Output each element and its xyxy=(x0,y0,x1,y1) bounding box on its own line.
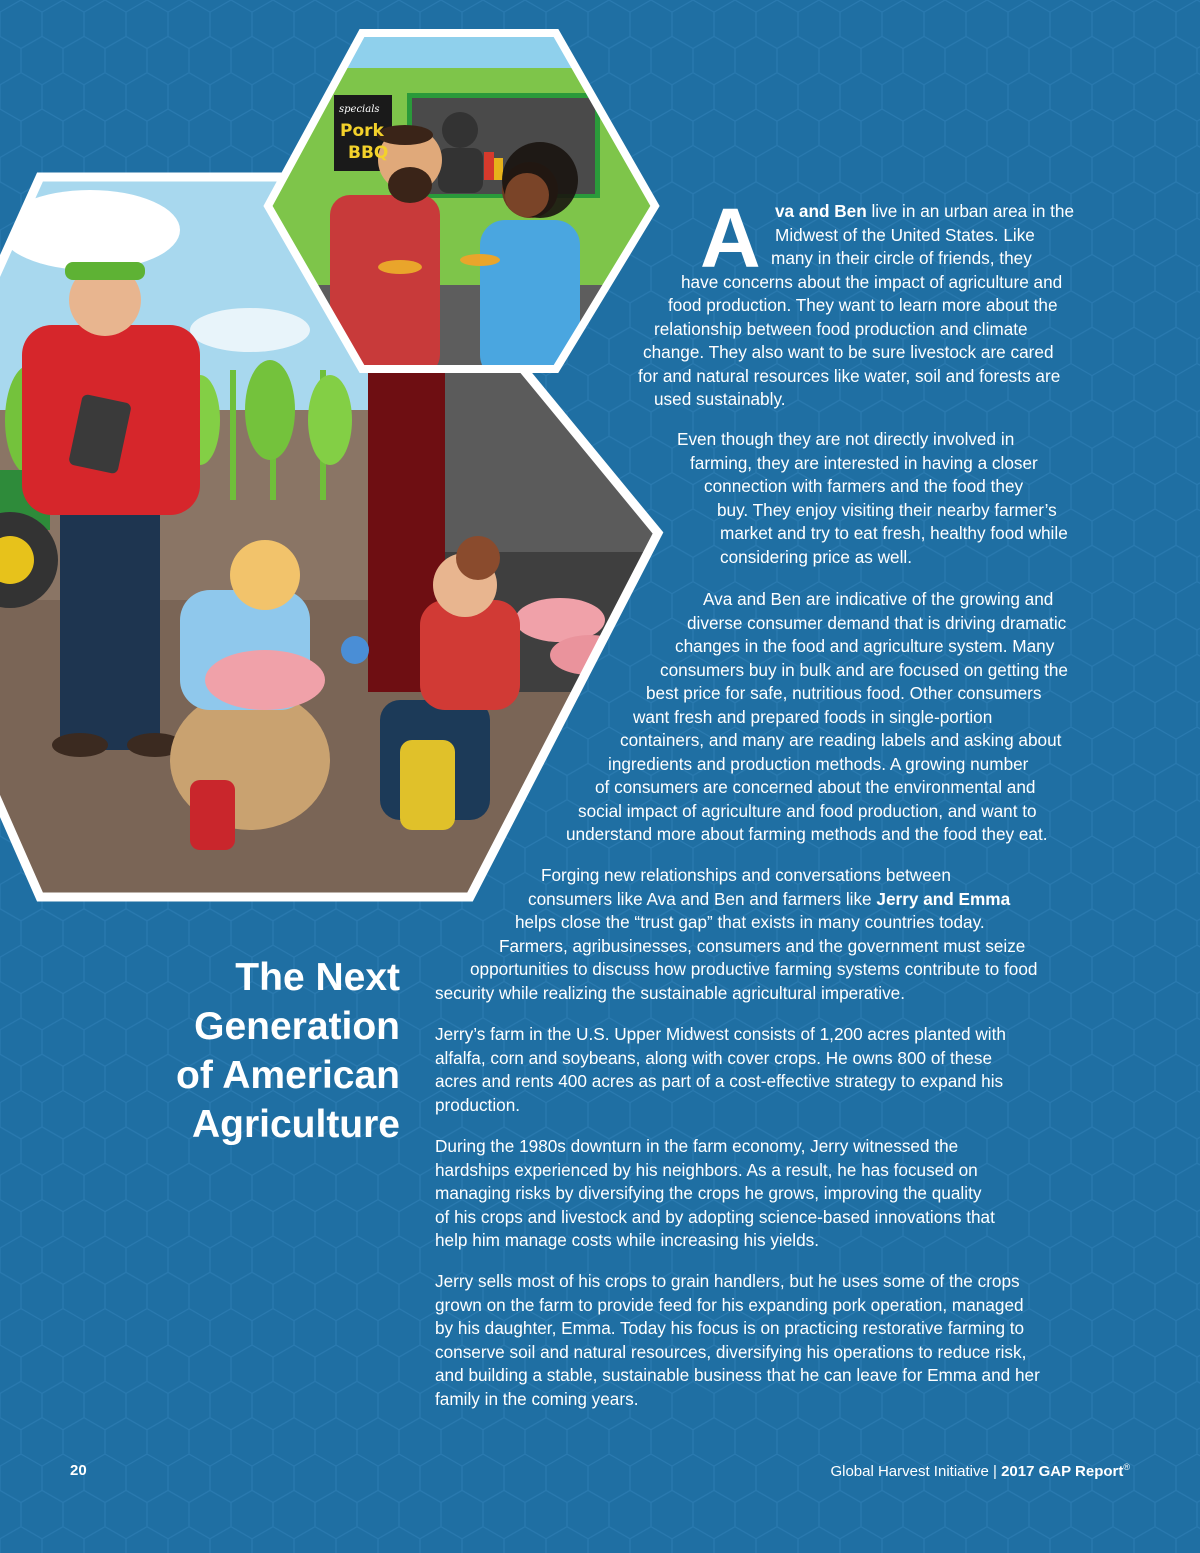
paragraph-6: During the 1980s downturn in the farm economy, Jerry witnessed the hardships experienced by his neighbors. As a result, he has focused on managing risks by diversifying the crops he grows, improving the quality of his crops and livestock and by adopting science-based innovations that help him manage costs while increasing his yields. xyxy=(435,1136,995,1250)
food-truck-sign-line1: Pork xyxy=(340,121,384,141)
footer-credit: Global Harvest Initiative | 2017 GAP Report® xyxy=(830,1462,1130,1480)
paragraph-2: Even though they are not directly involved in farming, they are interested in having a closer connection with farmers and the food they buy. They enjoy visiting their nearby farmer’s market and try to eat fresh, healthy food while considering price as well. xyxy=(677,429,1068,567)
intro-paragraph: va and Ben live in an urban area in the Midwest of the United States. Like many in their circle of friends, they have concerns about the impact of agriculture and food production. They want to learn more about the relationship between food production and climate change. They also want to be sure livestock are cared for and natural resources like water, soil and forests are used sustainably. xyxy=(638,201,1075,409)
drop-cap: A xyxy=(700,191,761,285)
registered-mark: ® xyxy=(1123,1462,1130,1472)
page-headline: The Next Generation of American Agriculture xyxy=(176,956,400,1146)
paragraph-4: Forging new relationships and conversations between consumers like Ava and Ben and farmers like Jerry and Emma helps close the “trust gap” that exists in many countries today. Farmers, agribusinesses, consumers and the government must seize opportunities to discuss how productive farming systems contribute to food security while realizing the sustainable agricultural imperative. xyxy=(435,865,1038,1003)
food-truck-sign-line2: BBQ xyxy=(348,143,389,163)
food-truck-sign-script: specials xyxy=(339,104,380,115)
page-number: 20 xyxy=(70,1462,87,1479)
paragraph-7: Jerry sells most of his crops to grain handlers, but he uses some of the crops grown on the farm to provide feed for his expanding pork operation, managed by his daughter, Emma. Today his focus is on practicing restorative farming to conserve soil and natural resources, diversifying his operations to reduce risk, and building a stable, sustainable business that he can leave for Emma and her family in the coming years. xyxy=(435,1271,1040,1409)
publisher-name: Global Harvest Initiative xyxy=(830,1463,989,1480)
report-title: 2017 GAP Report xyxy=(1001,1463,1124,1480)
farmers-names-bold: Jerry and Emma xyxy=(876,888,1011,909)
paragraph-3: Ava and Ben are indicative of the growing and diverse consumer demand that is driving dramatic changes in the food and agriculture system. Many consumers buy in bulk and are focused on getting the best price for safe, nutritious food. Other consumers want fresh and prepared foods in single-portion containers, and many are reading labels and asking about ingredients and production methods. A growing number of consumers are concerned about the environmental and social impact of agriculture and food production, and want to understand more about farming methods and the food they eat. xyxy=(566,589,1068,844)
intro-lead-bold: va and Ben xyxy=(775,201,867,221)
paragraph-5: Jerry’s farm in the U.S. Upper Midwest consists of 1,200 acres planted with alfalfa, corn and soybeans, along with cover crops. He owns 800 of these acres and rents 400 acres as part of a cost-effective strategy to expand his production. xyxy=(435,1024,1006,1115)
